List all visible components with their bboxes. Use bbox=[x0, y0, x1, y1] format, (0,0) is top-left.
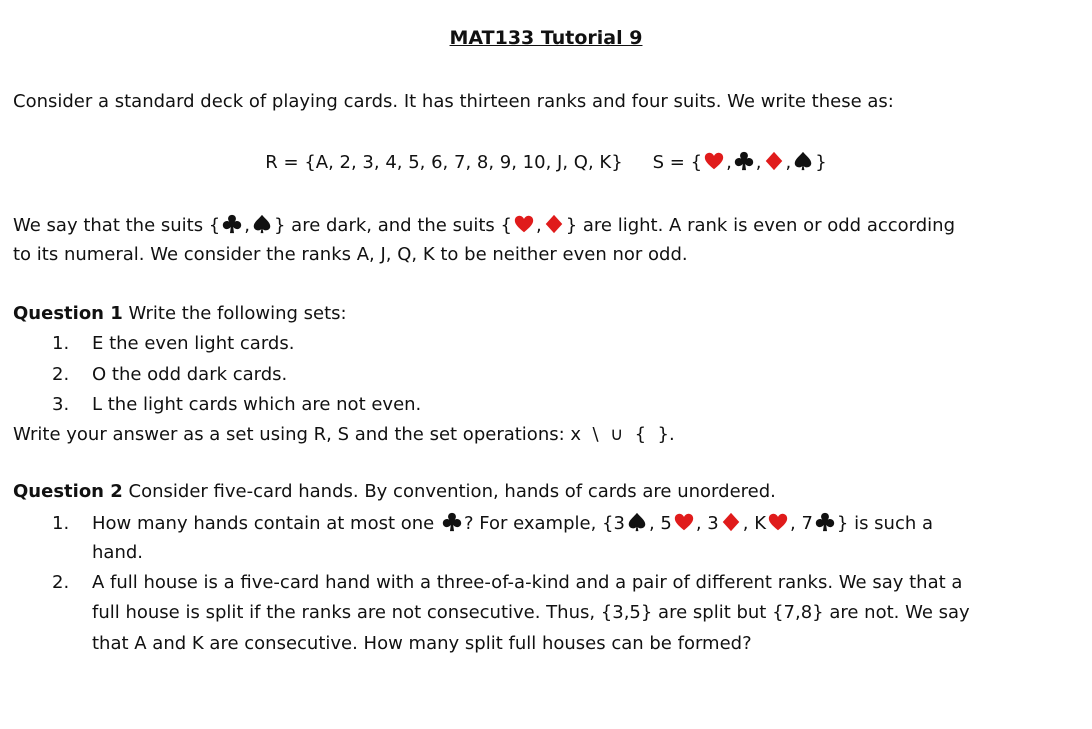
club-icon bbox=[441, 511, 463, 533]
intro-text: Consider a standard deck of playing cards. It has thirteen ranks and four suits. We write these as: bbox=[13, 91, 894, 112]
suits-set-prefix: S = { bbox=[652, 152, 703, 173]
list-item: 3. L the light cards which are not even. bbox=[52, 394, 422, 415]
list-item: 1. E the even light cards. bbox=[52, 333, 295, 354]
spade-icon bbox=[626, 511, 648, 533]
list-item: 1. How many hands contain at most one ? For example, {3 , 5 , 3 , K , 7 } is such a bbox=[52, 513, 934, 534]
question-1-heading: Question 1 Write the following sets: bbox=[13, 303, 347, 324]
list-item-continuation: full house is split if the ranks are not consecutive. Thus, {3,5} are split but {7,8} are not. We say bbox=[92, 602, 970, 623]
rank-parity-text: to its numeral. We consider the ranks A, J, Q, K to be neither even nor odd. bbox=[13, 244, 688, 265]
spade-icon bbox=[792, 150, 814, 172]
page-title: MAT133 Tutorial 9 bbox=[449, 27, 643, 49]
diamond-icon bbox=[763, 150, 785, 172]
suits-description: We say that the suits { , } are dark, and the suits { , } are light. A rank is even or odd according bbox=[13, 215, 956, 236]
heart-icon bbox=[673, 511, 695, 533]
club-icon bbox=[221, 213, 243, 235]
list-item-continuation: hand. bbox=[92, 542, 143, 563]
list-item: 2. O the odd dark cards. bbox=[52, 364, 288, 385]
question-2-heading: Question 2 Consider five-card hands. By convention, hands of cards are unordered. bbox=[13, 481, 776, 502]
question-2-label: Question 2 bbox=[13, 481, 123, 502]
heart-icon bbox=[703, 150, 725, 172]
heart-icon bbox=[767, 511, 789, 533]
diamond-icon bbox=[543, 213, 565, 235]
question-1-label: Question 1 bbox=[13, 303, 123, 324]
heart-icon bbox=[513, 213, 535, 235]
club-icon bbox=[733, 150, 755, 172]
sets-line: R = {A, 2, 3, 4, 5, 6, 7, 8, 9, 10, J, Q, K} S = { , , , } bbox=[265, 152, 827, 173]
diamond-icon bbox=[720, 511, 742, 533]
ranks-set: R = {A, 2, 3, 4, 5, 6, 7, 8, 9, 10, J, Q, K} bbox=[265, 152, 623, 173]
club-icon bbox=[814, 511, 836, 533]
list-item-continuation: that A and K are consecutive. How many split full houses can be formed? bbox=[92, 633, 752, 654]
spade-icon bbox=[251, 213, 273, 235]
list-item: 2. A full house is a five-card hand with a three-of-a-kind and a pair of different ranks. We say that a bbox=[52, 572, 963, 593]
question-1-footer: Write your answer as a set using R, S and the set operations: x \ ∪ { }. bbox=[13, 424, 675, 445]
